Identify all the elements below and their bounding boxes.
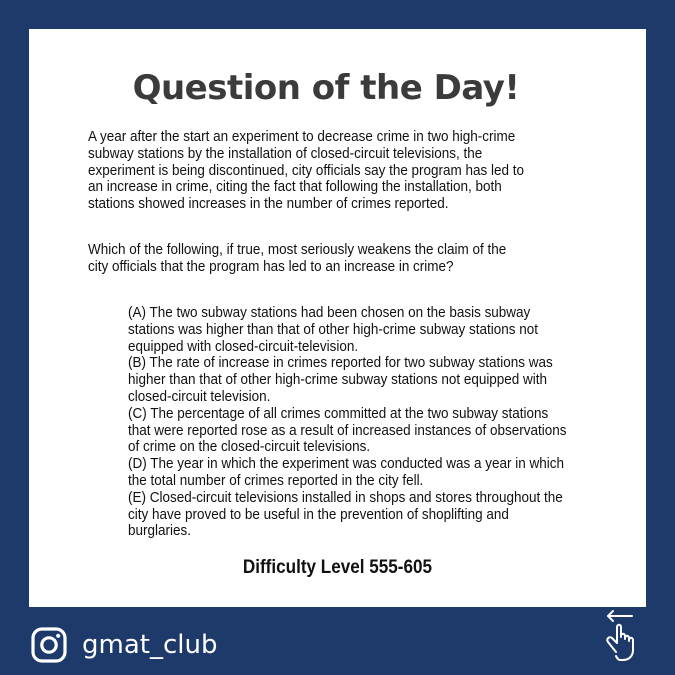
passage-line: A year after the start an experiment to decrease crime in two high-crime xyxy=(88,129,516,145)
handle-text: gmat_club xyxy=(82,630,218,660)
option-line: stations was higher than that of other high-crime subway stations not xyxy=(128,321,539,338)
passage-line: subway stations by the installation of closed-circuit televisions, the xyxy=(88,145,483,162)
answer-options xyxy=(128,305,616,540)
question-line: Which of the following, if true, most seriously weakens the claim of the xyxy=(88,242,507,258)
option-line: city have proved to be useful in the prevention of shoplifting and xyxy=(128,506,509,523)
question-line: city officials that the program has led to an increase in crime? xyxy=(88,258,454,275)
option-line: closed-circuit television. xyxy=(128,388,271,405)
instagram-icon xyxy=(30,626,68,664)
option-line: (C) The percentage of all crimes committed at the two subway stations xyxy=(128,405,549,422)
option-line: (A) The two subway stations had been chosen on the basis subway xyxy=(128,305,531,321)
option-line: burglaries. xyxy=(128,523,191,540)
option-line: (D) The year in which the experiment was conducted was a year in which xyxy=(128,456,564,473)
option-line: the total number of crimes reported in the city fell. xyxy=(128,472,424,489)
question-text xyxy=(88,242,553,276)
passage-line: stations showed increases in the number of crimes reported. xyxy=(88,196,449,213)
page-title: Question of the Day! xyxy=(132,68,520,108)
option-line: (B) The rate of increase in crimes reported for two subway stations was xyxy=(128,355,553,372)
option-line: that were reported rose as a result of increased instances of observations xyxy=(128,422,567,439)
passage-line: an increase in crime, citing the fact that following the installation, both xyxy=(88,179,502,196)
option-line: higher than that of other high-crime subway stations not equipped with xyxy=(128,372,548,389)
option-line: (E) Closed-circuit televisions installed in shops and stores throughout the xyxy=(128,489,563,506)
option-a xyxy=(128,305,616,355)
option-d xyxy=(128,456,616,490)
social-handle[interactable] xyxy=(30,626,217,664)
passage-line: experiment is being discontinued, city officials say the program has led to xyxy=(88,162,525,179)
option-b xyxy=(128,355,616,405)
passage-text xyxy=(88,129,553,213)
option-e xyxy=(128,490,616,540)
difficulty-level: Difficulty Level 555-605 xyxy=(242,557,433,578)
option-line: of crime on the closed-circuit televisions. xyxy=(128,439,371,456)
swipe-left-hand-icon[interactable] xyxy=(598,608,646,664)
option-line: equipped with closed-circuit-television. xyxy=(128,338,359,355)
option-c xyxy=(128,406,616,456)
